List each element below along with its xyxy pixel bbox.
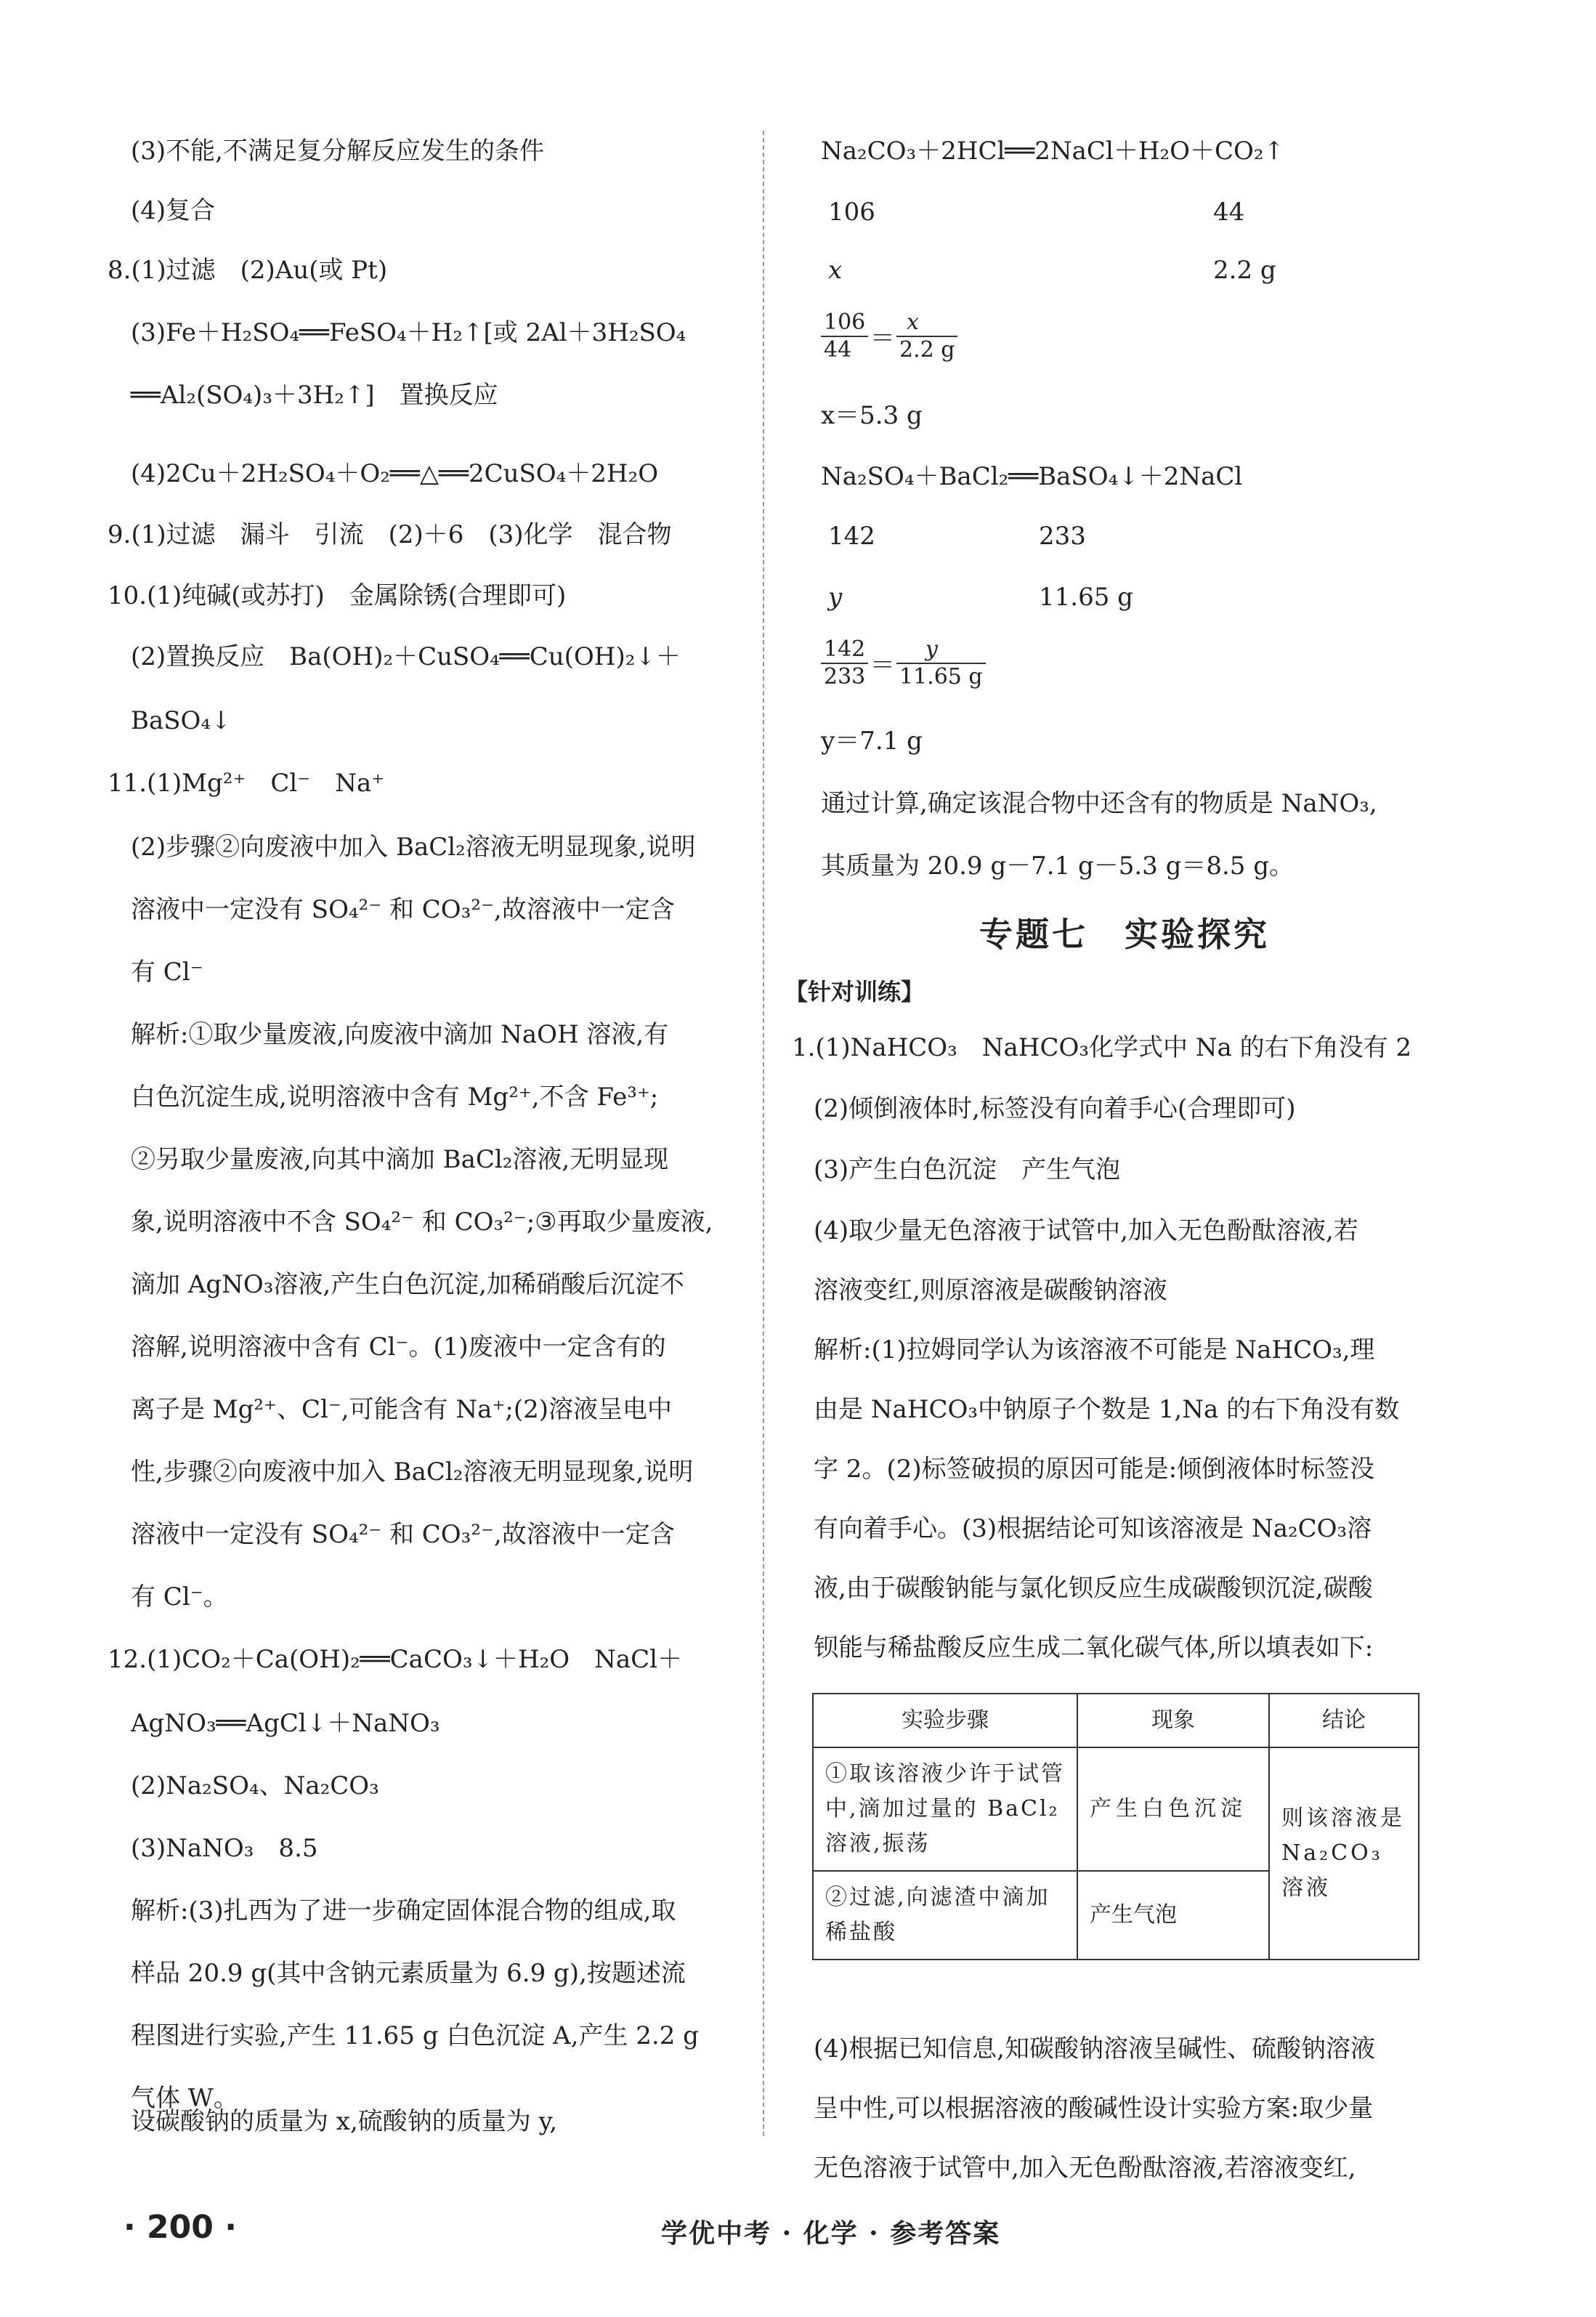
- answer-line: 11.(1)Mg²⁺ Cl⁻ Na⁺: [108, 769, 385, 798]
- section-title: 专题七 实验探究: [979, 915, 1270, 954]
- answer-line: (3)产生白色沉淀 产生气泡: [814, 1155, 1121, 1184]
- fraction: $\frac{y}{11.65 g}$: [896, 636, 986, 690]
- equation: Na₂SO₄＋BaCl₂══BaSO₄↓＋2NaCl: [821, 462, 1243, 491]
- answer-line: AgNO₃══AgCl↓＋NaNO₃: [131, 1709, 440, 1738]
- ratio-value: 2.2 g: [1213, 256, 1276, 285]
- answer-line: (2)倾倒液体时,标签没有向着手心(合理即可): [814, 1094, 1296, 1123]
- answer-line: (4)取少量无色溶液于试管中,加入无色酚酞溶液,若: [814, 1216, 1358, 1245]
- answer-line: 样品 20.9 g(其中含钠元素质量为 6.9 g),按题述流: [131, 1959, 686, 1988]
- result: x＝5.3 g: [821, 401, 923, 430]
- answer-line: 滴加 AgNO₃溶液,产生白色沉淀,加稀硝酸后沉淀不: [131, 1270, 684, 1299]
- answer-line: 溶液变红,则原溶液是碳酸钠溶液: [814, 1276, 1167, 1305]
- ratio-value: 142: [828, 522, 875, 551]
- answer-line: 程图进行实验,产生 11.65 g 白色沉淀 A,产生 2.2 g: [131, 2021, 699, 2050]
- answer-line: (2)步骤②向废液中加入 BaCl₂溶液无明显现象,说明: [131, 833, 696, 862]
- answer-line: 气体 W。: [131, 2084, 238, 2113]
- answer-line: (4)复合: [131, 196, 216, 225]
- conclusion-line: 通过计算,确定该混合物中还含有的物质是 NaNO₃,: [821, 789, 1377, 818]
- result: y＝7.1 g: [821, 727, 923, 756]
- answer-line: BaSO₄↓: [131, 706, 232, 735]
- answer-line: 有向着手心。(3)根据结论可知该溶液是 Na₂CO₃溶: [814, 1514, 1372, 1543]
- ratio-value: y: [828, 583, 843, 612]
- answer-line: 象,说明溶液中不含 SO₄²⁻ 和 CO₃²⁻;③再取少量废液,: [131, 1208, 713, 1237]
- table-header: 现象: [1077, 1694, 1269, 1747]
- training-tag: 【针对训练】: [785, 978, 925, 1006]
- column-divider: [763, 131, 764, 2136]
- answer-line: (2)Na₂SO₄、Na₂CO₃: [131, 1771, 379, 1800]
- answer-line: 离子是 Mg²⁺、Cl⁻,可能含有 Na⁺;(2)溶液呈电中: [131, 1395, 672, 1424]
- ratio-value: 11.65 g: [1039, 583, 1133, 612]
- answer-line: 字 2。(2)标签破损的原因可能是:倾倒液体时标签没: [814, 1455, 1375, 1484]
- answer-line: 溶液中一定没有 SO₄²⁻ 和 CO₃²⁻,故溶液中一定含: [131, 895, 675, 924]
- ratio-value: 44: [1213, 198, 1245, 227]
- answer-line: 8.(1)过滤 (2)Au(或 Pt): [108, 256, 388, 285]
- answer-line: 溶液中一定没有 SO₄²⁻ 和 CO₃²⁻,故溶液中一定含: [131, 1520, 675, 1549]
- answer-line: (4)2Cu＋2H₂SO₄＋O₂══△══2CuSO₄＋2H₂O: [131, 459, 659, 488]
- answer-line: 有 Cl⁻: [131, 958, 203, 987]
- table-header: 结论: [1269, 1694, 1419, 1747]
- answer-line: ②另取少量废液,向其中滴加 BaCl₂溶液,无明显现: [131, 1145, 669, 1174]
- table-row: [813, 1747, 1419, 1871]
- table-cell: ②过滤,向滤渣中滴加稀盐酸: [813, 1871, 1077, 1960]
- ratio-value: x: [828, 256, 843, 285]
- answer-line: 呈中性,可以根据溶液的酸碱性设计实验方案:取少量: [814, 2094, 1374, 2123]
- answer-line: 溶解,说明溶液中含有 Cl⁻。(1)废液中一定含有的: [131, 1333, 666, 1362]
- answer-line: ══Al₂(SO₄)₃＋3H₂↑] 置换反应: [131, 381, 498, 410]
- page-number: · 200 ·: [123, 2209, 237, 2246]
- answer-line: 白色沉淀生成,说明溶液中含有 Mg²⁺,不含 Fe³⁺;: [131, 1083, 659, 1112]
- answer-line: 解析:(3)扎西为了进一步确定固体混合物的组成,取: [131, 1896, 676, 1925]
- equation: Na₂CO₃＋2HCl══2NaCl＋H₂O＋CO₂↑: [821, 137, 1284, 166]
- answer-line: (2)置换反应 Ba(OH)₂＋CuSO₄══Cu(OH)₂↓＋: [131, 642, 681, 671]
- fraction: $\frac{142}{233}$: [821, 636, 868, 690]
- answer-line: 12.(1)CO₂＋Ca(OH)₂══CaCO₃↓＋H₂O NaCl＋: [108, 1645, 683, 1674]
- equals-sign: ＝: [870, 651, 895, 680]
- answer-line: 由是 NaHCO₃中钠原子个数是 1,Na 的右下角没有数: [814, 1395, 1400, 1424]
- table-cell: 产生白色沉淀: [1077, 1747, 1269, 1871]
- table-header: 实验步骤: [813, 1694, 1077, 1747]
- table-cell: ①取该溶液少许于试管中,滴加过量的 BaCl₂溶液,振荡: [813, 1747, 1077, 1871]
- answer-line: 无色溶液于试管中,加入无色酚酞溶液,若溶液变红,: [814, 2154, 1356, 2183]
- answer-line: 有 Cl⁻。: [131, 1582, 228, 1612]
- answer-line: (3)Fe＋H₂SO₄══FeSO₄＋H₂↑[或 2Al＋3H₂SO₄: [131, 318, 686, 347]
- table-header-row: [813, 1694, 1419, 1747]
- answer-line: 性,步骤②向废液中加入 BaCl₂溶液无明显现象,说明: [131, 1457, 694, 1487]
- answer-line: (4)根据已知信息,知碳酸钠溶液呈碱性、硫酸钠溶液: [814, 2034, 1375, 2063]
- answer-line: 1.(1)NaHCO₃ NaHCO₃化学式中 Na 的右下角没有 2: [792, 1033, 1412, 1062]
- answer-line: 9.(1)过滤 漏斗 引流 (2)＋6 (3)化学 混合物: [108, 520, 672, 549]
- answer-line-last: 设碳酸钠的质量为 x,硫酸钠的质量为 y,: [131, 2107, 558, 2136]
- answer-line: 10.(1)纯碱(或苏打) 金属除锈(合理即可): [108, 581, 567, 610]
- conclusion-line: 其质量为 20.9 g－7.1 g－5.3 g＝8.5 g。: [821, 852, 1295, 881]
- answer-line: 钡能与稀盐酸反应生成二氧化碳气体,所以填表如下:: [814, 1633, 1374, 1662]
- ratio-value: 106: [828, 198, 875, 227]
- answer-line: 解析:①取少量废液,向废液中滴加 NaOH 溶液,有: [131, 1020, 669, 1049]
- experiment-table: [812, 1693, 1419, 1960]
- answer-line: (3)不能,不满足复分解反应发生的条件: [131, 137, 544, 166]
- answer-line: 解析:(1)拉姆同学认为该溶液不可能是 NaHCO₃,理: [814, 1335, 1375, 1364]
- answer-line: (3)NaNO₃ 8.5: [131, 1834, 318, 1863]
- fraction: $\frac{x}{2.2 g}$: [896, 310, 957, 363]
- ratio-value: 233: [1039, 522, 1086, 551]
- fraction: $\frac{106}{44}$: [821, 310, 868, 363]
- equals-sign: ＝: [870, 324, 895, 353]
- table-cell: 产生气泡: [1077, 1871, 1269, 1960]
- answer-line: 液,由于碳酸钠能与氯化钡反应生成碳酸钡沉淀,碳酸: [814, 1574, 1373, 1603]
- table-cell: 则该溶液是 Na₂CO₃溶液: [1269, 1747, 1419, 1960]
- footer-title: 学优中考 · 化学 · 参考答案: [661, 2218, 1001, 2249]
